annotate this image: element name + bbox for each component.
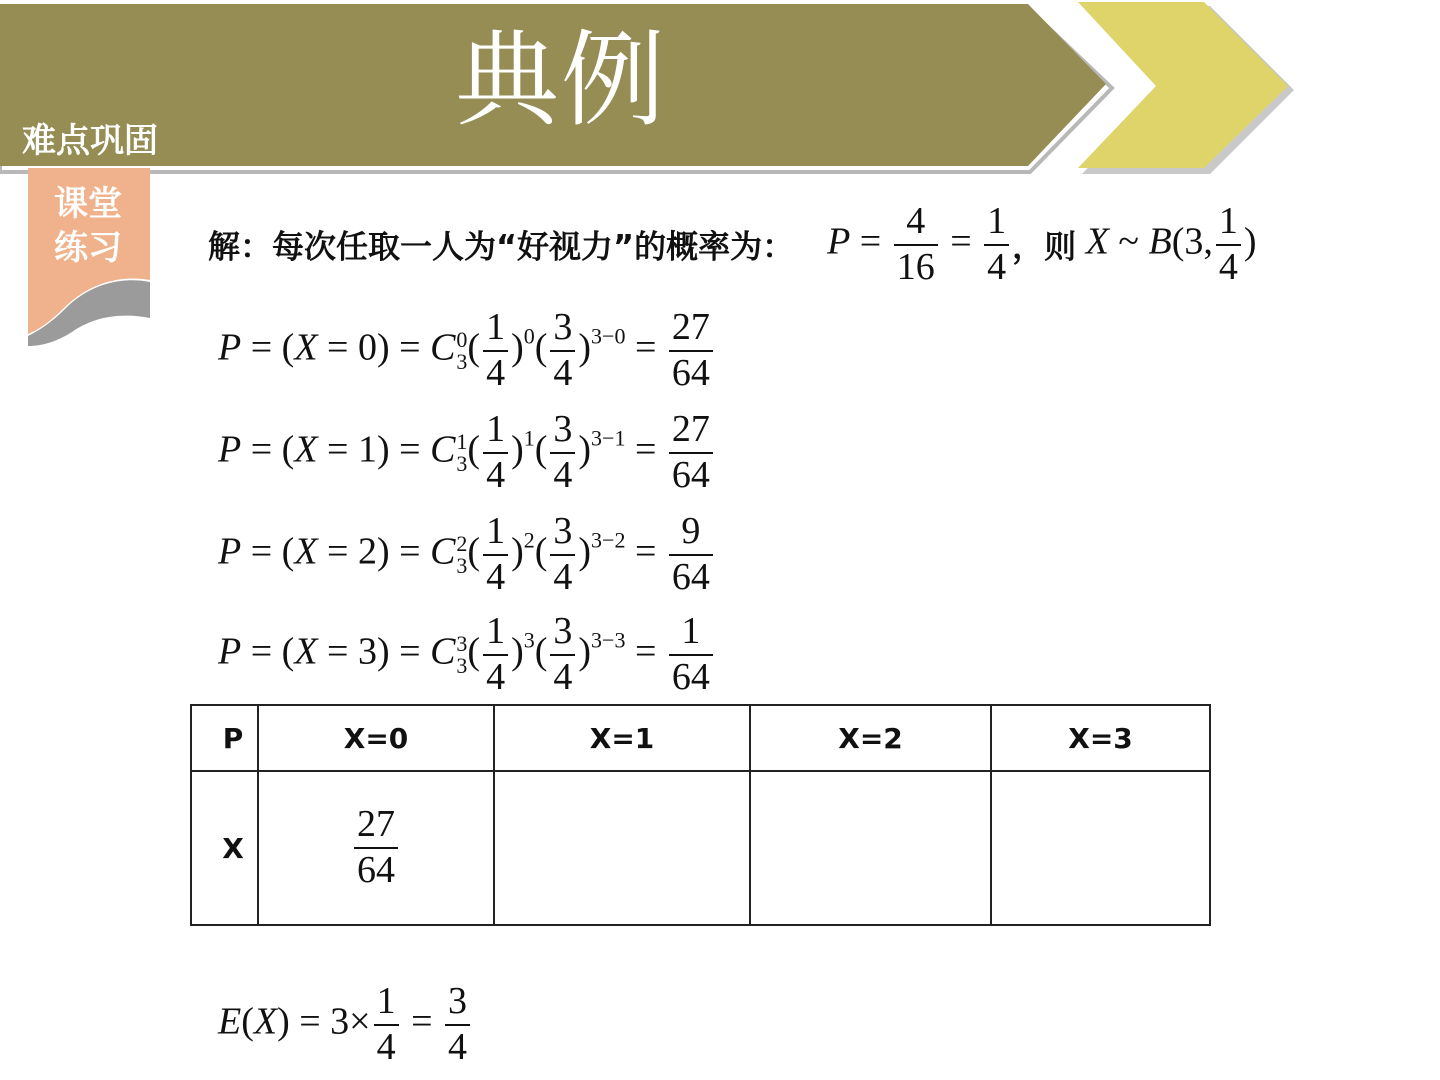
banner-graphic xyxy=(0,0,1440,190)
result-fraction: $\frac{1}{64}$ xyxy=(669,610,713,699)
result-fraction: $\frac{9}{64}$ xyxy=(669,510,713,599)
table-cell xyxy=(750,771,991,925)
then-text: ，则 xyxy=(1012,227,1077,266)
binom-fraction: $\frac{1}{4}$ xyxy=(1216,200,1241,289)
header-banner xyxy=(0,0,1440,190)
table-cell: X=2 xyxy=(750,705,991,771)
table-cell: X=3 xyxy=(991,705,1210,771)
equation-line: P = (X = 3) = C 3 3 ( $\frac{1}{4}$ )$^3$( $\frac{3}{4}$ )$^{3-3}$ = $\frac{1}{64}$ xyxy=(218,610,716,699)
equation-line: P = (X = 1) = C 1 3 ( $\frac{1}{4}$ )$^1$( $\frac{3}{4}$ )$^{3-1}$ = $\frac{27}{64}$ xyxy=(218,408,716,497)
table-cell: P xyxy=(191,705,258,771)
solution-intro: 解：每次任取一人为“好视力”的概率为： P = $\frac{4}{16}$ = $\frac{1}{4}$ ，则 X ~ B(3, $\frac{1}{4}$ ) xyxy=(208,200,1257,288)
side-tab-line2: 练习 xyxy=(54,228,122,268)
side-tab xyxy=(26,168,152,348)
section-subtitle: 难点巩固 xyxy=(22,121,158,161)
expectation-fraction-1: $\frac{1}{4}$ xyxy=(374,980,399,1069)
table-row xyxy=(191,771,1210,925)
p-fraction-b: $\frac{1}{4}$ xyxy=(984,200,1009,289)
side-tab-line1: 课堂 xyxy=(54,184,122,224)
page-title: 典例 xyxy=(455,19,668,141)
result-fraction: $\frac{27}{64}$ xyxy=(669,306,713,395)
expectation-fraction-2: $\frac{3}{4}$ xyxy=(445,980,470,1069)
result-fraction: $\frac{27}{64}$ xyxy=(669,408,713,497)
side-tab-label xyxy=(54,182,134,270)
expectation-equation: E(X) = 3× $\frac{1}{4}$ = $\frac{3}{4}$ xyxy=(218,980,473,1069)
equation-line: P = (X = 0) = C 0 3 ( $\frac{1}{4}$ )$^0$( $\frac{3}{4}$ )$^{3-0}$ = $\frac{27}{64}$ xyxy=(218,306,716,395)
cell-fraction: $\frac{27}{64}$ xyxy=(354,803,398,892)
distribution-table xyxy=(190,704,1211,926)
p-fraction-a: $\frac{4}{16}$ xyxy=(894,200,938,289)
table-cell: X xyxy=(191,771,258,925)
table-cell: X=1 xyxy=(494,705,750,771)
table-cell xyxy=(258,771,494,925)
intro-text: 解：每次任取一人为“好视力”的概率为： xyxy=(208,227,795,266)
table-cell xyxy=(494,771,750,925)
table-row xyxy=(191,705,1210,771)
equation-line: P = (X = 2) = C 2 3 ( $\frac{1}{4}$ )$^2$( $\frac{3}{4}$ )$^{3-2}$ = $\frac{9}{64}$ xyxy=(218,510,716,599)
table-cell xyxy=(991,771,1210,925)
table-cell: X=0 xyxy=(258,705,494,771)
